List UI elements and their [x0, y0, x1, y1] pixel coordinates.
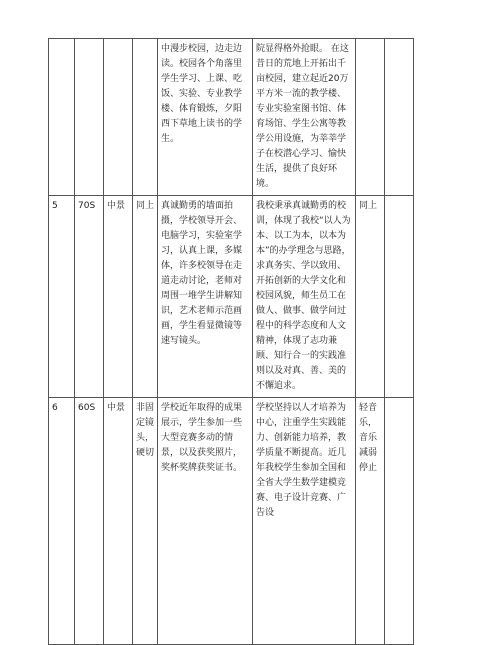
sound-cell: 轻音乐，音乐减弱停止	[356, 398, 385, 645]
shot-number-cell	[49, 39, 75, 196]
shot-size-cell: 中景	[104, 398, 133, 645]
shot-number-cell: 6	[49, 398, 75, 645]
storyboard-table	[48, 38, 414, 645]
duration-cell	[75, 39, 104, 196]
camera-movement-cell	[133, 39, 158, 196]
extra-cell	[385, 196, 414, 398]
shot-number-cell: 5	[49, 196, 75, 398]
picture-content-cell: 真诚勤勇的墙面拍摄，学校领导开会、电脑学习，实验室学习，认真上课，多媒体，许多校领导在走道走动讨论，老师对周围一堆学生讲解知识，艺术老师示范画画，学生看显微镜等速写镜头。	[158, 196, 253, 398]
duration-cell: 60S	[75, 398, 104, 645]
table-row	[49, 39, 414, 196]
duration-cell: 70S	[75, 196, 104, 398]
table-row	[49, 398, 414, 645]
sound-cell	[356, 39, 385, 196]
picture-content-cell: 学校近年取得的成果展示，学生参加一些大型竞赛多动的情景，以及获奖照片，奖杯奖牌获奖证书。	[158, 398, 253, 645]
sound-cell: 同上	[356, 196, 385, 398]
picture-content-cell: 中漫步校园，边走边读。校园各个角落里学生学习、上课、吃饭、实验、专业教学楼、体育锻炼，夕阳西下草地上读书的学生。	[158, 39, 253, 196]
extra-cell	[385, 39, 414, 196]
narration-cell: 我校秉承真诚勤勇的校训，体现了我校“以人为本、以工为本，以本为本”的办学理念与思路，求真务实、学以致用、开拓创新的大学文化和校园风貌，师生员工在做人、做事、做学问过程中的科学态度和人文精神，体现了志功兼顾、知行合一的实践准则以及对真、善、美的不懈追求。	[253, 196, 356, 398]
narration-cell: 院显得格外抢眼。 在这昔日的荒地上开拓出千亩校园，建立起近20万平方米一流的教学楼、专业实验室图书馆、体育场馆、学生公寓等教学公用设施，为莘莘学子在校潜心学习、愉快生活，提供了良好环境。	[253, 39, 356, 196]
camera-movement-cell: 非固定镜头，硬切	[133, 398, 158, 645]
table-row	[49, 196, 414, 398]
shot-size-cell: 中景	[104, 196, 133, 398]
camera-movement-cell: 同上	[133, 196, 158, 398]
narration-cell: 学校坚持以人才培养为中心，注重学生实践能力、创新能力培养，教学质量不断提高。近几年我校学生参加全国和全省大学生数学建模竞赛、电子设计竞赛、广告设	[253, 398, 356, 645]
shot-size-cell	[104, 39, 133, 196]
extra-cell	[385, 398, 414, 645]
